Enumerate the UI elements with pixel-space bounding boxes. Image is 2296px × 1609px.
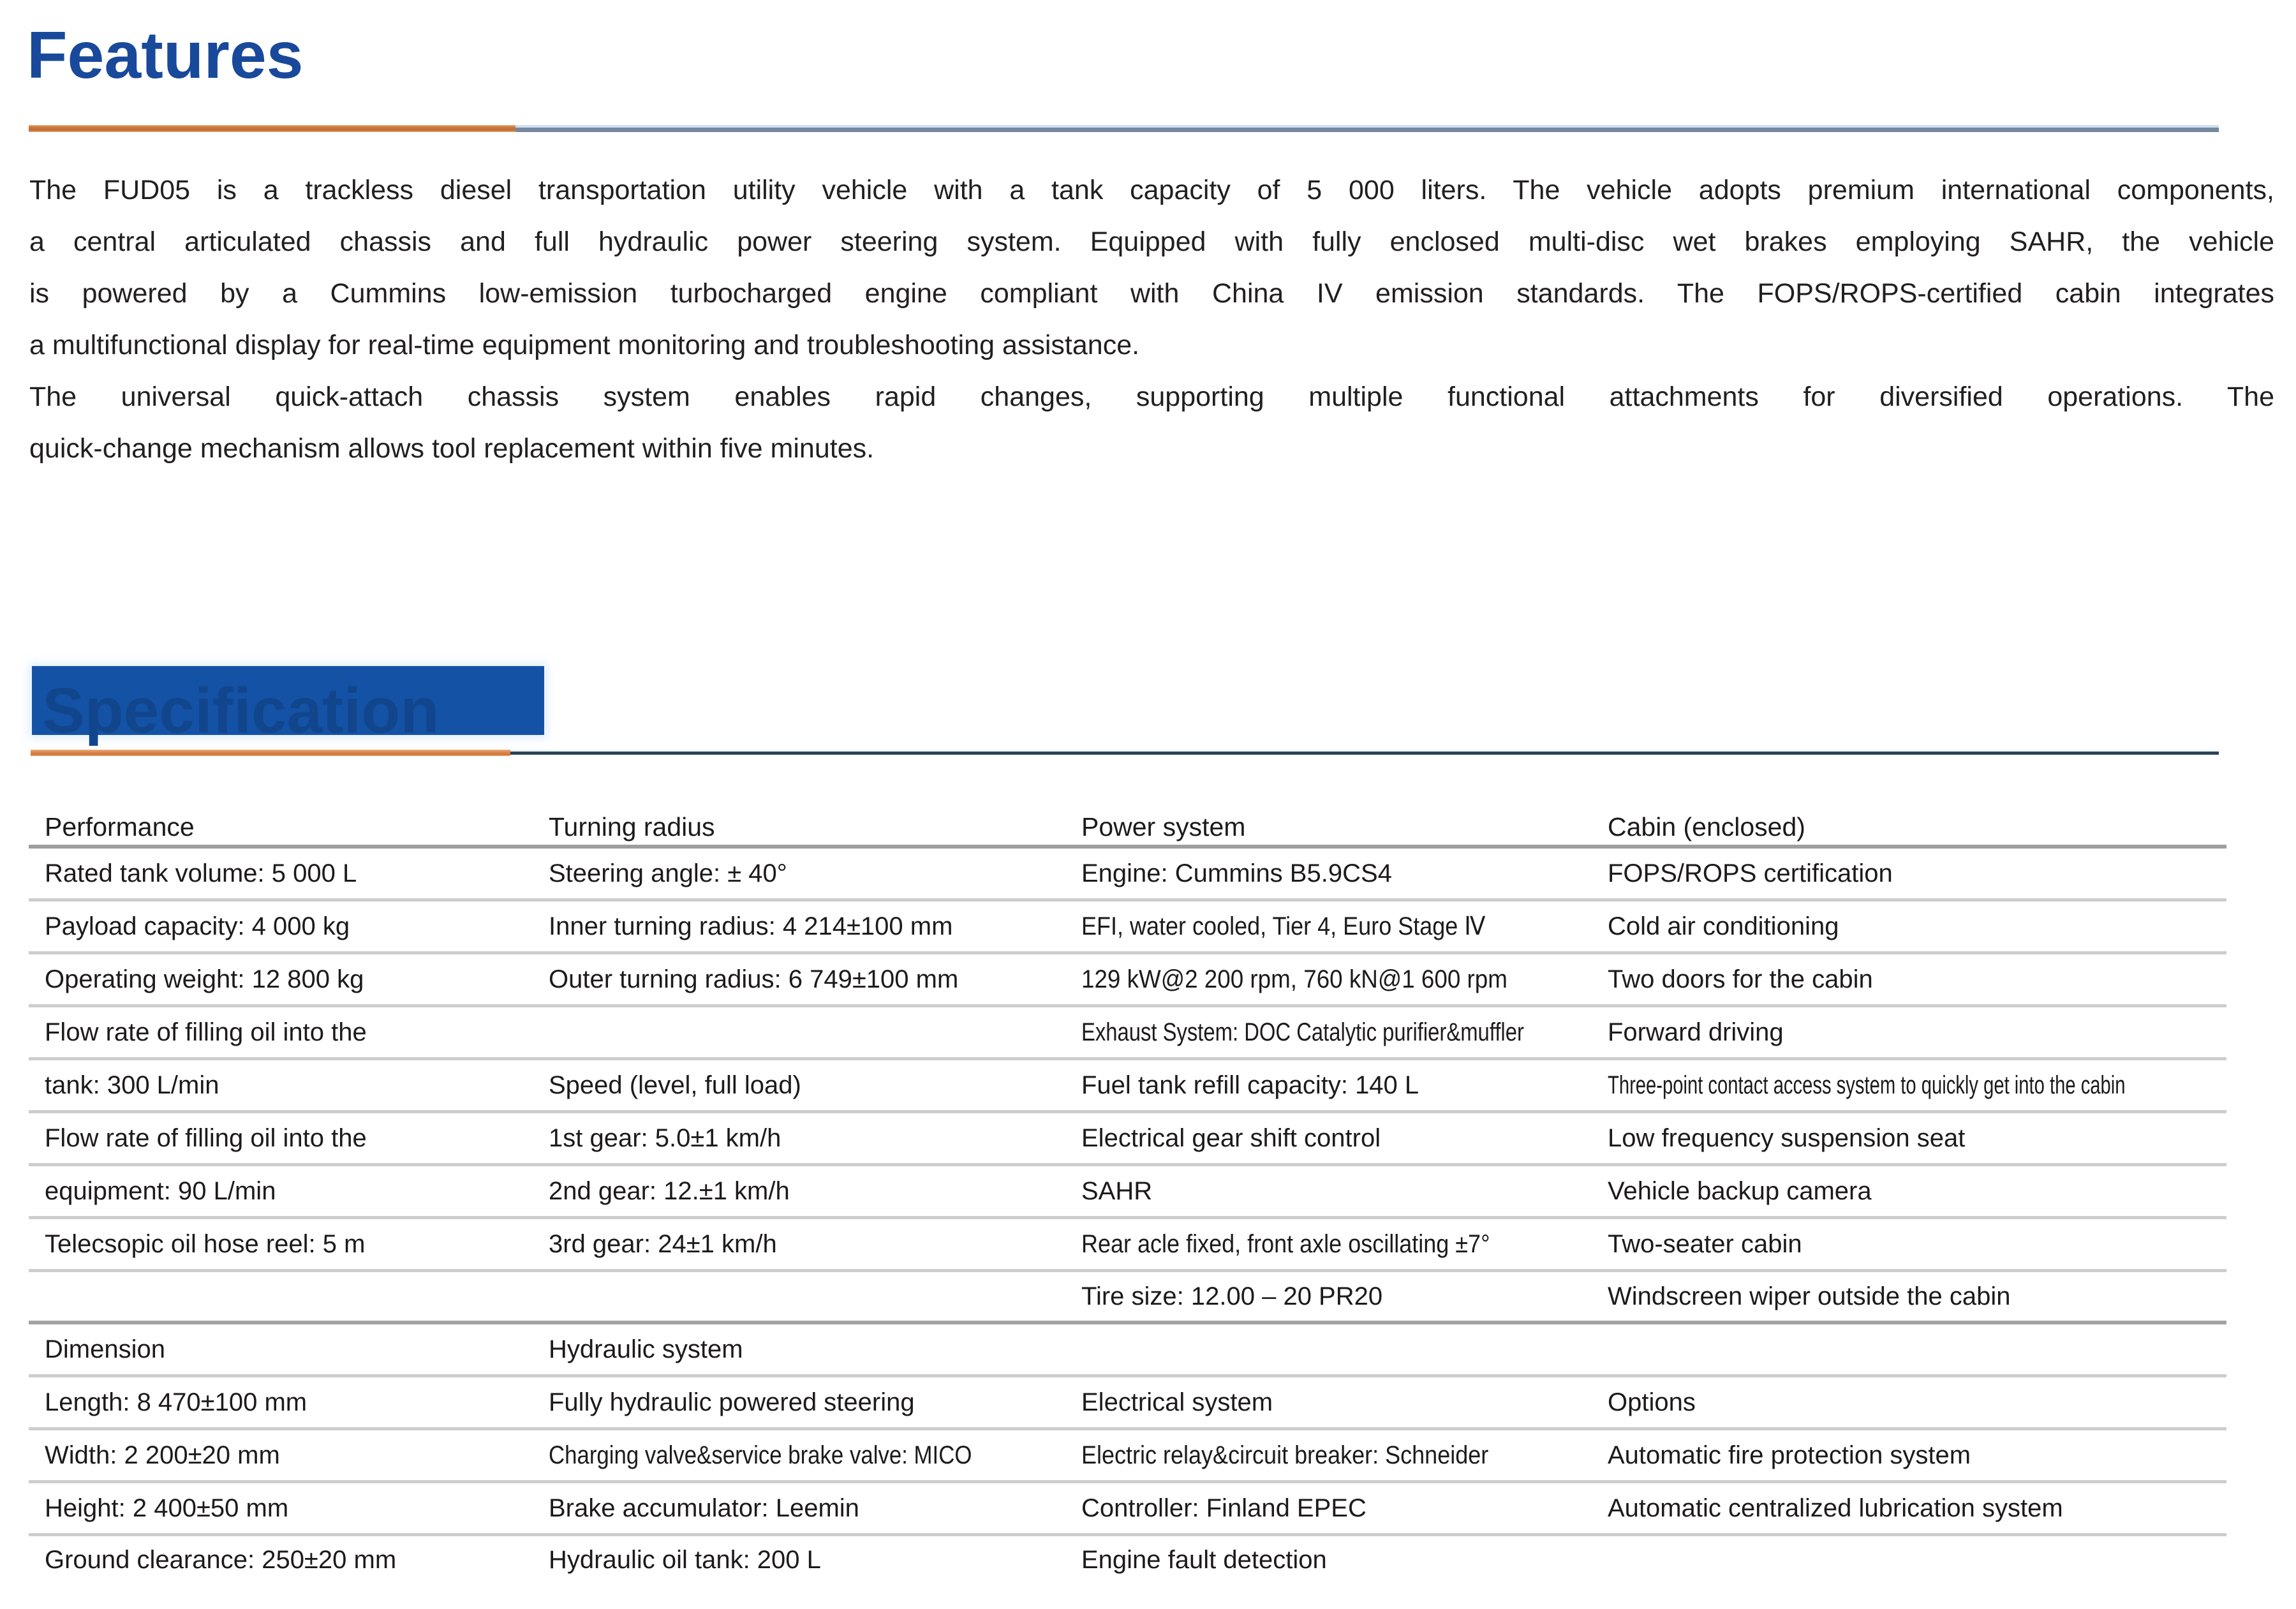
cell-text: Rear acle fixed, front axle oscillating ±7° [1081,1229,1490,1258]
cell-text: Exhaust System: DOC Catalytic purifier&muffler [1081,1018,1524,1046]
cell-text: Tire size: 12.00 – 20 PR20 [1081,1282,1383,1310]
table-cell [533,1483,1065,1533]
cell-text: Telecsopic oil hose reel: 5 m [45,1229,366,1258]
table-row [29,1324,2226,1377]
table-cell [1065,1430,1592,1480]
table-cell [533,1007,1065,1057]
features-divider-slate-segment [515,125,2219,132]
table-cell [1065,1377,1592,1427]
cell-text: Cabin (enclosed) [1608,812,1805,842]
cell-text: Brake accumulator: Leemin [549,1494,859,1522]
table-cell [1592,954,2226,1004]
paragraph-line: quick-change mechanism allows tool replacement within five minutes. [29,433,875,464]
cell-text: Automatic fire protection system [1608,1441,1971,1469]
table-cell [1592,849,2226,898]
paragraph [29,165,2274,371]
table-row [29,1536,2226,1584]
table-cell [1592,1007,2226,1057]
table-cell [1592,1060,2226,1110]
table-cell [533,1430,1065,1480]
table-cell [533,1377,1065,1427]
cell-text: EFI, water cooled, Tier 4, Euro Stage Ⅳ [1081,912,1486,940]
paragraph [29,371,2274,475]
cell-text: Speed (level, full load) [549,1071,801,1099]
table-cell [29,1483,533,1533]
spec-table [29,809,2226,1584]
cell-text: Performance [45,812,195,842]
table-cell [1065,1483,1592,1533]
cell-text: 3rd gear: 24±1 km/h [549,1229,777,1258]
column-header-cell [1592,809,2226,845]
table-cell [533,901,1065,951]
table-row [29,901,2226,954]
table-cell [29,1060,533,1110]
cell-text: equipment: 90 L/min [45,1176,276,1205]
cell-text: Options [1608,1388,1696,1416]
table-cell [533,1113,1065,1163]
table-cell [29,1377,533,1427]
paragraph-line: The FUD05 is a trackless diesel transportation utility vehicle with a tank capacity of 5 000 liters. The vehicle adopts premium international components, [29,175,2274,205]
table-cell [1592,1272,2226,1321]
column-header-cell [533,809,1065,845]
cell-text: Two doors for the cabin [1608,965,1873,993]
table-cell [533,1060,1065,1110]
table-row [29,1377,2226,1430]
cell-text: Engine fault detection [1081,1546,1327,1574]
table-cell [1592,1113,2226,1163]
table-cell [29,901,533,951]
cell-text: Vehicle backup camera [1608,1176,1872,1205]
cell-text: Ground clearance: 250±20 mm [45,1546,397,1574]
table-cell [1065,1536,1592,1584]
cell-text: Dimension [45,1335,165,1363]
table-cell [29,1324,533,1374]
cell-text: Controller: Finland EPEC [1081,1494,1366,1522]
paragraph-line: is powered by a Cummins low-emission turbocharged engine compliant with China IV emission standards. The FOPS/ROPS-certified cabin integrates [29,278,2274,309]
cell-text: Electric relay&circuit breaker: Schneider [1081,1441,1489,1469]
table-row [29,1219,2226,1272]
cell-text: Windscreen wiper outside the cabin [1608,1282,2011,1310]
table-cell [533,1536,1065,1584]
cell-text: Electrical system [1081,1388,1273,1416]
table-row [29,1113,2226,1166]
table-cell [1065,901,1592,951]
table-cell [1065,1272,1592,1321]
table-cell [1592,1219,2226,1269]
table-cell [533,1219,1065,1269]
cell-text: Two-seater cabin [1608,1229,1802,1258]
table-cell [1592,901,2226,951]
specification-divider [29,750,2219,756]
table-row [29,1430,2226,1483]
cell-text: Cold air conditioning [1608,912,1839,940]
cell-text: Forward driving [1608,1018,1784,1046]
table-cell [1592,1536,2226,1584]
paragraph-line: a multifunctional display for real-time equipment monitoring and troubleshooting assistance. [29,330,1140,360]
cell-text: FOPS/ROPS certification [1608,859,1893,887]
cell-text: Rated tank volume: 5 000 L [45,859,357,887]
specification-title: Specification [42,675,440,746]
features-divider-orange-segment [29,125,515,132]
cell-text: Flow rate of filling oil into the [45,1123,367,1152]
table-row [29,1272,2226,1324]
cell-text: Hydraulic system [549,1335,743,1363]
table-cell [1065,849,1592,898]
table-cell [1065,1113,1592,1163]
cell-text: 129 kW@2 200 rpm, 760 kN@1 600 rpm [1081,965,1507,993]
cell-text: Engine: Cummins B5.9CS4 [1081,859,1392,887]
table-cell [29,1007,533,1057]
table-cell [1592,1483,2226,1533]
cell-text: Charging valve&service brake valve: MICO [549,1441,972,1469]
specification-title-box [32,666,544,746]
table-cell [1065,1219,1592,1269]
table-cell [1592,1166,2226,1216]
table-row [29,1483,2226,1536]
table-cell [1065,1060,1592,1110]
cell-text: Three-point contact access system to quickly get into the cabin [1608,1071,2126,1099]
cell-text: Payload capacity: 4 000 kg [45,912,350,940]
cell-text: Hydraulic oil tank: 200 L [549,1546,821,1574]
cell-text: Flow rate of filling oil into the [45,1018,367,1046]
cell-text: tank: 300 L/min [45,1071,219,1099]
features-title: Features [27,19,304,93]
table-cell [1065,1007,1592,1057]
table-cell [1065,1324,1592,1374]
table-cell [533,1166,1065,1216]
table-row [29,1166,2226,1219]
table-cell [533,1272,1065,1321]
table-cell [533,954,1065,1004]
table-cell [29,1272,533,1321]
table-cell [29,1113,533,1163]
cell-text: Steering angle: ± 40° [549,859,787,887]
table-row [29,1060,2226,1113]
table-cell [1592,1324,2226,1374]
paragraph-line: The universal quick-attach chassis system enables rapid changes, supporting multiple functional attachments for diversified operations. The [29,382,2274,412]
cell-text: Low frequency suspension seat [1608,1123,1966,1152]
features-divider [29,125,2219,133]
table-row [29,1007,2226,1060]
cell-text: Electrical gear shift control [1081,1123,1381,1152]
column-header-cell [1065,809,1592,845]
cell-text: 2nd gear: 12.±1 km/h [549,1176,790,1205]
table-cell [29,849,533,898]
cell-text: 1st gear: 5.0±1 km/h [549,1123,781,1152]
table-row [29,849,2226,901]
table-cell [533,849,1065,898]
table-cell [29,1536,533,1584]
cell-text: Height: 2 400±50 mm [45,1494,289,1522]
table-cell [1592,1430,2226,1480]
cell-text: Inner turning radius: 4 214±100 mm [549,912,953,940]
cell-text: Width: 2 200±20 mm [45,1441,280,1469]
specification-divider-orange-segment [31,750,510,756]
cell-text: Fuel tank refill capacity: 140 L [1081,1071,1419,1099]
table-cell [29,1166,533,1216]
table-cell [1592,1377,2226,1427]
table-cell [29,954,533,1004]
table-row [29,954,2226,1007]
table-cell [1065,954,1592,1004]
column-header-cell [29,809,533,845]
cell-text: Fully hydraulic powered steering [549,1388,915,1416]
table-cell [1065,1166,1592,1216]
cell-text: Turning radius [549,812,715,842]
cell-text: Automatic centralized lubrication system [1608,1494,2063,1522]
specification-divider-navy-segment [510,752,2219,755]
cell-text: Power system [1081,812,1246,842]
cell-text: Operating weight: 12 800 kg [45,965,364,993]
table-cell [29,1430,533,1480]
paragraph-line: a central articulated chassis and full hydraulic power steering system. Equipped with fully enclosed multi-disc wet brakes employing SAHR, the vehicle [29,226,2274,257]
cell-text: SAHR [1081,1176,1153,1205]
table-header-row [29,809,2226,849]
features-paragraphs [29,165,2274,475]
table-cell [533,1324,1065,1374]
cell-text: Length: 8 470±100 mm [45,1388,307,1416]
table-cell [29,1219,533,1269]
cell-text: Outer turning radius: 6 749±100 mm [549,965,959,993]
